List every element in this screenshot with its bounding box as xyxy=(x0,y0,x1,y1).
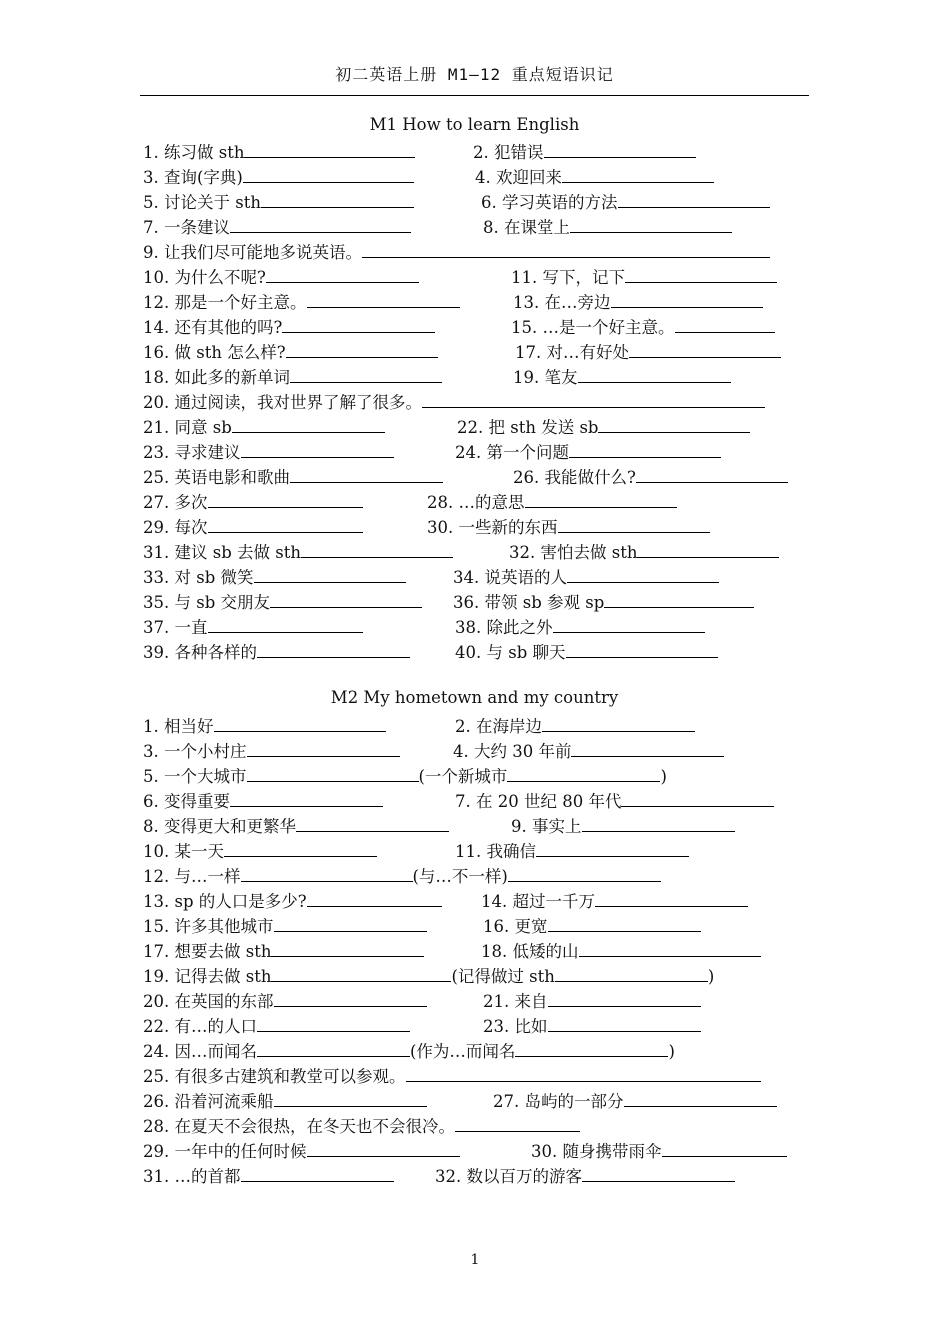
exercise-item: 19. 笔友 xyxy=(513,364,731,388)
answer-blank[interactable] xyxy=(301,539,453,558)
answer-blank[interactable] xyxy=(241,1163,394,1182)
exercise-item: 21. 同意 sb xyxy=(143,414,385,438)
exercise-item: 22. 把 sth 发送 sb xyxy=(457,414,750,438)
answer-blank[interactable] xyxy=(241,439,394,458)
answer-blank[interactable] xyxy=(290,364,442,383)
exercise-item: 23. 寻求建议 xyxy=(143,439,394,463)
exercise-item: 24. 第一个问题 xyxy=(455,439,721,463)
answer-blank[interactable] xyxy=(257,639,410,658)
exercise-item: 9. 事实上 xyxy=(511,813,735,837)
exercise-item: 13. 在…旁边 xyxy=(513,289,763,313)
exercise-item: 28. …的意思 xyxy=(427,489,677,513)
exercise-item: 20. 通过阅读，我对世界了解了很多。 xyxy=(143,389,765,413)
answer-blank[interactable] xyxy=(362,239,770,258)
exercise-item: 24. 因…而闻名 (作为…而闻名 ) xyxy=(143,1038,675,1062)
exercise-item: 1. 练习做 sth xyxy=(143,139,415,163)
exercise-item: 29. 每次 xyxy=(143,514,363,538)
exercise-item: 14. 超过一千万 xyxy=(481,888,748,912)
answer-blank[interactable] xyxy=(548,1013,701,1032)
exercise-item: 11. 写下，记下 xyxy=(511,264,777,288)
exercise-item: 35. 与 sb 交朋友 xyxy=(143,589,422,613)
answer-blank[interactable] xyxy=(548,913,701,932)
exercise-item: 27. 多次 xyxy=(143,489,363,513)
exercise-item: 6. 学习英语的方法 xyxy=(481,189,770,213)
exercise-item: 26. 我能做什么? xyxy=(513,464,788,488)
exercise-item: 3. 查询(字典) xyxy=(143,164,414,188)
answer-blank[interactable] xyxy=(254,564,406,583)
answer-blank[interactable] xyxy=(274,988,427,1007)
answer-blank[interactable] xyxy=(595,888,748,907)
exercise-item: 10. 某一天 xyxy=(143,838,377,862)
exercise-item: 26. 沿着河流乘船 xyxy=(143,1088,427,1112)
exercise-item: 27. 岛屿的一部分 xyxy=(493,1088,777,1112)
answer-blank[interactable] xyxy=(241,863,413,882)
answer-blank[interactable] xyxy=(582,813,735,832)
answer-blank[interactable] xyxy=(274,913,427,932)
answer-blank[interactable] xyxy=(307,888,442,907)
answer-blank[interactable] xyxy=(548,988,701,1007)
exercise-item: 30. 随身携带雨伞 xyxy=(531,1138,787,1162)
exercise-item: 2. 在海岸边 xyxy=(455,713,695,737)
answer-blank[interactable] xyxy=(507,763,660,782)
exercise-item: 23. 比如 xyxy=(483,1013,701,1037)
exercise-item: 18. 如此多的新单词 xyxy=(143,364,442,388)
exercise-item: 25. 英语电影和歌曲 xyxy=(143,464,443,488)
answer-blank[interactable] xyxy=(230,788,383,807)
exercise-item: 15. …是一个好主意。 xyxy=(511,314,775,338)
answer-blank[interactable] xyxy=(266,264,419,283)
exercise-item: 16. 更宽 xyxy=(483,913,701,937)
exercise-item: 18. 低矮的山 xyxy=(481,938,761,962)
answer-blank[interactable] xyxy=(571,738,724,757)
answer-blank[interactable] xyxy=(257,1013,410,1032)
answer-blank[interactable] xyxy=(598,414,750,433)
exercise-item: 28. 在夏天不会很热，在冬天也不会很冷。 xyxy=(143,1113,580,1137)
section-title-m2: M2 My hometown and my country xyxy=(330,688,619,707)
answer-blank[interactable] xyxy=(611,289,763,308)
answer-blank[interactable] xyxy=(525,489,677,508)
answer-blank[interactable] xyxy=(536,838,689,857)
section-title-m1: M1 How to learn English xyxy=(369,115,580,134)
answer-blank[interactable] xyxy=(582,1163,735,1182)
answer-blank[interactable] xyxy=(230,214,411,233)
answer-blank[interactable] xyxy=(244,139,415,158)
exercise-item: 25. 有很多古建筑和教堂可以参观。 xyxy=(143,1063,761,1087)
answer-blank[interactable] xyxy=(208,614,363,633)
exercise-item: 17. 想要去做 sth xyxy=(143,938,424,962)
exercise-item: 32. 数以百万的游客 xyxy=(435,1163,735,1187)
exercise-item: 8. 变得更大和更繁华 xyxy=(143,813,449,837)
page-header-title: 初二英语上册 M1—12 重点短语识记 xyxy=(335,65,614,84)
answer-blank[interactable] xyxy=(637,539,779,558)
answer-blank[interactable] xyxy=(208,489,363,508)
header-rule xyxy=(140,95,809,96)
exercise-item: 4. 大约 30 年前 xyxy=(453,738,724,762)
answer-blank[interactable] xyxy=(247,738,400,757)
exercise-item: 4. 欢迎回来 xyxy=(475,164,714,188)
answer-blank[interactable] xyxy=(618,189,770,208)
answer-blank[interactable] xyxy=(274,1088,427,1107)
exercise-item: 30. 一些新的东西 xyxy=(427,514,710,538)
answer-blank[interactable] xyxy=(247,763,419,782)
answer-blank[interactable] xyxy=(579,938,761,957)
answer-blank[interactable] xyxy=(569,439,721,458)
answer-blank[interactable] xyxy=(261,189,414,208)
exercise-item: 31. 建议 sb 去做 sth xyxy=(143,539,453,563)
answer-blank[interactable] xyxy=(621,788,774,807)
exercise-item: 36. 带领 sb 参观 sp xyxy=(453,589,754,613)
exercise-item: 22. 有…的人口 xyxy=(143,1013,410,1037)
answer-blank[interactable] xyxy=(553,614,705,633)
exercise-item: 11. 我确信 xyxy=(455,838,689,862)
exercise-item: 5. 讨论关于 sth xyxy=(143,189,414,213)
exercise-item: 19. 记得去做 sth (记得做过 sth ) xyxy=(143,963,714,987)
answer-blank[interactable] xyxy=(232,414,385,433)
exercise-item: 16. 做 sth 怎么样? xyxy=(143,339,438,363)
answer-blank[interactable] xyxy=(282,314,435,333)
exercise-item: 20. 在英国的东部 xyxy=(143,988,427,1012)
answer-blank[interactable] xyxy=(243,164,414,183)
exercise-item: 5. 一个大城市 (一个新城市 ) xyxy=(143,763,667,787)
exercise-item: 31. …的首都 xyxy=(143,1163,394,1187)
answer-blank[interactable] xyxy=(271,963,451,982)
answer-blank[interactable] xyxy=(214,713,386,732)
exercise-item: 12. 那是一个好主意。 xyxy=(143,289,460,313)
answer-blank[interactable] xyxy=(224,838,377,857)
answer-blank[interactable] xyxy=(271,938,424,957)
answer-blank[interactable] xyxy=(558,514,710,533)
exercise-item: 39. 各种各样的 xyxy=(143,639,410,663)
answer-blank[interactable] xyxy=(290,464,443,483)
exercise-item: 2. 犯错误 xyxy=(473,139,696,163)
exercise-item: 7. 一条建议 xyxy=(143,214,411,238)
exercise-item: 3. 一个小村庄 xyxy=(143,738,400,762)
exercise-item: 12. 与…一样 (与…不一样) xyxy=(143,863,661,887)
answer-blank[interactable] xyxy=(578,364,731,383)
exercise-item: 10. 为什么不呢? xyxy=(143,264,419,288)
exercise-item: 7. 在 20 世纪 80 年代 xyxy=(455,788,774,812)
answer-blank[interactable] xyxy=(624,1088,777,1107)
answer-blank[interactable] xyxy=(544,139,696,158)
exercise-item: 40. 与 sb 聊天 xyxy=(455,639,718,663)
answer-blank[interactable] xyxy=(270,589,422,608)
answer-blank[interactable] xyxy=(555,963,708,982)
answer-blank[interactable] xyxy=(455,1113,580,1132)
answer-blank[interactable] xyxy=(562,164,714,183)
exercise-item: 13. sp 的人口是多少? xyxy=(143,888,442,912)
exercise-item: 1. 相当好 xyxy=(143,713,386,737)
exercise-item: 29. 一年中的任何时候 xyxy=(143,1138,460,1162)
exercise-item: 9. 让我们尽可能地多说英语。 xyxy=(143,239,770,263)
answer-blank[interactable] xyxy=(208,514,363,533)
answer-blank[interactable] xyxy=(629,339,781,358)
exercise-item: 17. 对…有好处 xyxy=(515,339,781,363)
answer-blank[interactable] xyxy=(307,289,460,308)
answer-blank[interactable] xyxy=(570,214,732,233)
exercise-item: 6. 变得重要 xyxy=(143,788,383,812)
page-number: 1 xyxy=(470,1252,480,1268)
answer-blank[interactable] xyxy=(662,1138,787,1157)
exercise-item: 8. 在课堂上 xyxy=(483,214,732,238)
exercise-item: 34. 说英语的人 xyxy=(453,564,719,588)
answer-blank[interactable] xyxy=(675,314,775,333)
answer-blank[interactable] xyxy=(296,813,449,832)
answer-blank[interactable] xyxy=(567,564,719,583)
answer-blank[interactable] xyxy=(508,863,661,882)
answer-blank[interactable] xyxy=(604,589,754,608)
answer-blank[interactable] xyxy=(422,389,765,408)
answer-blank[interactable] xyxy=(542,713,695,732)
exercise-item: 33. 对 sb 微笑 xyxy=(143,564,406,588)
exercise-item: 38. 除此之外 xyxy=(455,614,705,638)
answer-blank[interactable] xyxy=(257,1038,410,1057)
exercise-item: 15. 许多其他城市 xyxy=(143,913,427,937)
exercise-item: 37. 一直 xyxy=(143,614,363,638)
answer-blank[interactable] xyxy=(636,464,788,483)
exercise-item: 21. 来自 xyxy=(483,988,701,1012)
exercise-item: 32. 害怕去做 sth xyxy=(509,539,779,563)
answer-blank[interactable] xyxy=(515,1038,668,1057)
answer-blank[interactable] xyxy=(625,264,777,283)
exercise-item: 14. 还有其他的吗? xyxy=(143,314,435,338)
answer-blank[interactable] xyxy=(307,1138,460,1157)
answer-blank[interactable] xyxy=(406,1063,761,1082)
answer-blank[interactable] xyxy=(566,639,718,658)
answer-blank[interactable] xyxy=(286,339,438,358)
